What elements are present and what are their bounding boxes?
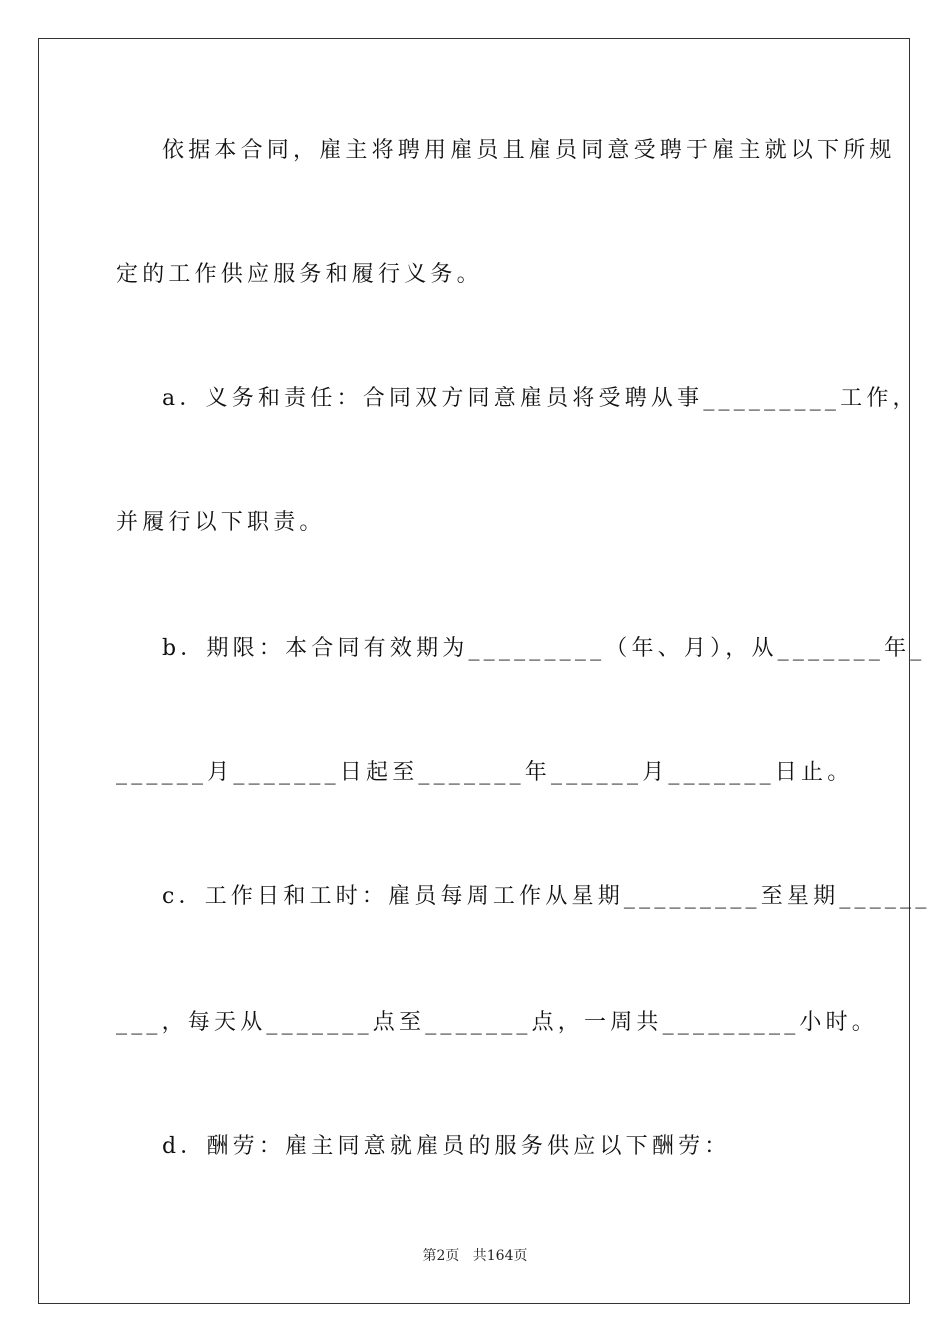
paragraph-1-line-2: 定的工作供应服务和履行义务。 xyxy=(116,262,483,287)
paragraph-c-line-2: ___，每天从_______点至_______点，一周共_________小时。 xyxy=(116,1010,879,1035)
paragraph-b-line-1: b．期限：本合同有效期为_________（年、月），从_______年_ xyxy=(162,636,926,661)
page-number-footer: 第2页 共164页 xyxy=(422,1248,528,1264)
paragraph-d-line-1: d．酬劳：雇主同意就雇员的服务供应以下酬劳： xyxy=(162,1134,731,1159)
page-border xyxy=(38,38,931,1304)
paragraph-a-line-1: a．义务和责任：合同双方同意雇员将受聘从事_________工作， xyxy=(162,386,919,411)
paragraph-a-line-2: 并履行以下职责。 xyxy=(116,510,326,535)
paragraph-b-line-2: ______月_______日起至_______年______月_______日止。 xyxy=(116,760,854,785)
paragraph-1-line-1: 依据本合同，雇主将聘用雇员且雇员同意受聘于雇主就以下所规 xyxy=(162,138,896,163)
paragraph-c-line-1: c．工作日和工时：雇员每周工作从星期_________至星期______ xyxy=(162,884,931,909)
